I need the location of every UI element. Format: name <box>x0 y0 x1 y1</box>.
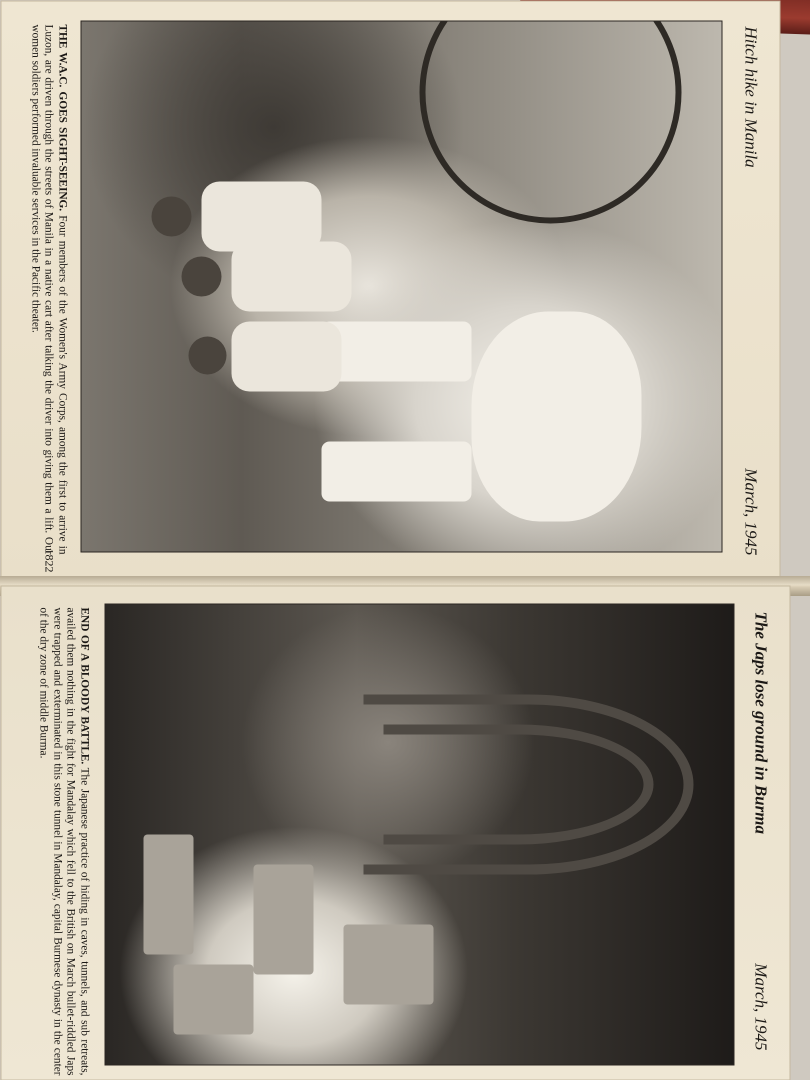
tunnel-arch-2 <box>383 724 653 844</box>
ox-legs-2 <box>321 441 471 501</box>
wac-head-3 <box>188 336 226 374</box>
ox-legs <box>321 321 471 381</box>
caption-mandalay <box>36 607 90 1075</box>
debris-4 <box>143 834 193 954</box>
debris-2 <box>343 924 433 1004</box>
caption-heading: END OF A BLOODY BATTLE. <box>78 607 90 764</box>
caption-body: Four members of the Women's Army Corps, among the first to arrive in Luzon, are driven through the streets of Manila in a native cart after talking the driver into giving them a lift. Our women soldiers performed invaluable services in the Pacific theater. <box>29 24 68 554</box>
running-date: March, 1945 <box>751 962 770 1050</box>
running-date: March, 1945 <box>741 467 760 555</box>
photo-wac-cart <box>80 20 722 552</box>
running-title: Hitch hike in Manila <box>741 26 760 168</box>
caption-body: The Japanese practice of hiding in caves, tunnels, and sub retreats, availed them nothing in the fight for Mandalay which fell to the British on March bullet-riddled Japs were trapped and exterminated in this stone tunnel in Mandalay, capital Burmese dynasty in the center of the dry zone of middle Burma. <box>37 607 90 1075</box>
running-title: The Japs lose ground in Burma <box>751 611 770 834</box>
wac-head-1 <box>181 256 221 296</box>
wac-person-3 <box>231 321 341 391</box>
wac-person-2 <box>201 181 321 251</box>
ox-figure <box>471 311 641 521</box>
photo-mandalay-tunnel <box>104 603 734 1065</box>
debris-3 <box>173 964 253 1034</box>
caption-heading: THE W.A.C. GOES SIGHT-SEEING. <box>56 24 68 211</box>
page-right-rotated <box>0 585 790 1080</box>
debris-1 <box>253 864 313 974</box>
page-number: 1822 <box>42 548 56 572</box>
caption-wac <box>28 24 69 554</box>
wac-head-2 <box>151 196 191 236</box>
wac-person-1 <box>231 241 351 311</box>
cart-wheel <box>419 20 681 223</box>
